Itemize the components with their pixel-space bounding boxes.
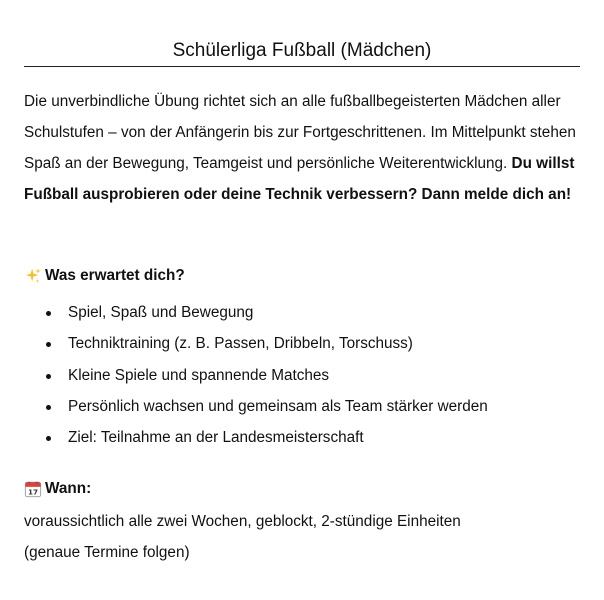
intro-paragraph (24, 86, 584, 210)
calendar-icon (24, 480, 42, 498)
calendar-day-number: 17 (27, 487, 39, 497)
list-item: Persönlich wachsen und gemeinsam als Team stärker werden (44, 391, 488, 422)
intro-call-to-action: Du willst Fußball ausprobieren oder deine Technik verbessern? Dann melde dich an! (24, 155, 575, 203)
list-item: Spiel, Spaß und Bewegung (44, 297, 488, 328)
page-title: Schülerliga Fußball (Mädchen) (172, 40, 432, 61)
when-heading (24, 478, 91, 500)
when-note-text: (genaue Termine folgen) (24, 544, 190, 561)
list-item: Techniktraining (z. B. Passen, Dribbeln, Torschuss) (44, 328, 488, 359)
when-heading-text: Wann: (45, 480, 92, 497)
expectations-list (44, 297, 488, 453)
title-divider (24, 66, 580, 67)
expectations-heading-text: Was erwartet dich? (45, 267, 185, 284)
when-schedule-text: voraussichtlich alle zwei Wochen, geblockt, 2-stündige Einheiten (24, 513, 461, 530)
intro-text: Die unverbindliche Übung richtet sich an alle fußballbegeisterten Mädchen aller Schulstufen – von der Anfängerin bis zur Fortgeschrittenen. Im Mittelpunkt stehen Spaß an der Bewegung, Teamgeist und persönliche Weiterentwicklung. (24, 93, 576, 172)
sparkles-icon (24, 267, 42, 285)
list-item: Kleine Spiele und spannende Matches (44, 360, 488, 391)
list-item: Ziel: Teilnahme an der Landesmeisterschaft (44, 422, 488, 453)
when-details (24, 506, 461, 568)
expectations-heading (24, 265, 185, 287)
